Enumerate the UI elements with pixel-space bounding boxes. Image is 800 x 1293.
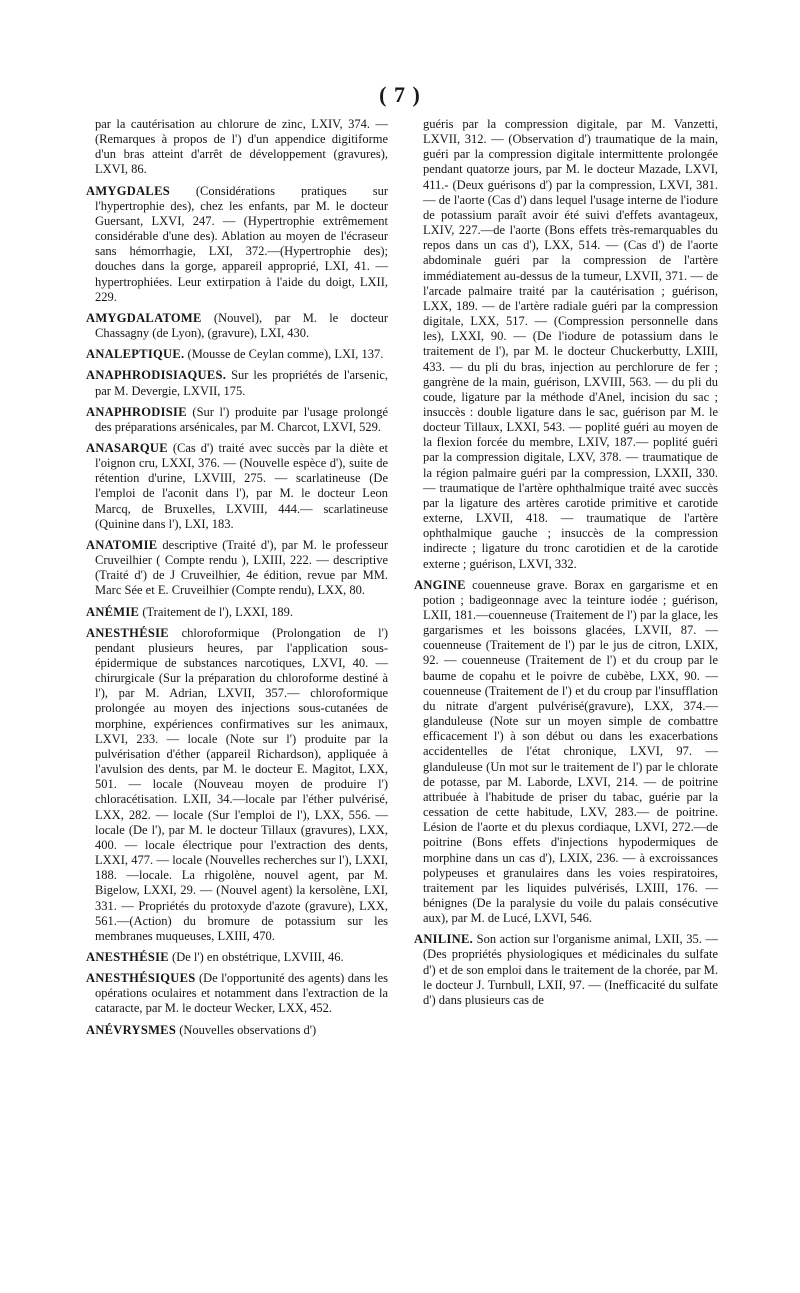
left-column: [86, 117, 388, 1044]
entry-heading: AMYGDALES: [86, 183, 170, 198]
entry-heading: ANAPHRODISIE: [86, 404, 187, 419]
entry-text: couenneuse grave. Borax en gargarisme et en potion ; badigeonnage avec la teinture iodée ; guérison, LXII, 181.—couenneuse (Traitement de l') par la glace, les gargarismes et les boissons glacées, LXVII, 87. — couenneuse (Traitement de l') par le jus de citron, LXIX, 92. — couenneuse (Traitement de l') et du croup par le baume de copahu et le poivre de cubèbe, LXX, 90. — couenneuse (Traitement de l') et du croup par l'insufflation du nitrate d'argent pulvérisé(gravure), LXX, 374.—glanduleuse (Note sur un moyen simple de combattre efficacement l') à son début ou dans les exacerbations accidentelles de l'état chronique, LXVI, 97. — glanduleuse (Un mot sur le traitement de l') par le chlorate de potasse, par M. Laborde, LXVI, 214. — de poitrine attribuée à l'habitude de priser du tabac, guérie par la cessation de cette habitude, LXV, 283.— de poitrine. Lésion de l'aorte et du plexus cordiaque, LXVI, 272.—de poitrine (Bons effets d'injections hypodermiques de morphine dans un cas d'), LXIX, 236. — à excroissances polypeuses et granulaires dans les voies respiratoires, traitement par les liquides pulvérisés, LXIII, 176. — bénignes (De la paralysie du voile du palais consécutive aux), par M. de Lucé, LXVI, 546.: [423, 577, 718, 926]
entry-heading: ANATOMIE: [86, 537, 158, 552]
index-entry: [86, 368, 388, 398]
entry-text: (Cas d') traité avec succès par la diète et l'oignon cru, LXXI, 376. — (Nouvelle espèce d'), suite de rétention d'urine, LXVIII, 275. — scarlatineuse (De l'emploi de l'aconit dans l'), par M. le docteur Leon Marcq, de Bruxelles, LXVIII, 444.— scarlatineuse (Quinine dans l'), LXI, 183.: [95, 440, 388, 531]
index-entry: [86, 184, 388, 305]
entry-text: (Considérations pratiques sur l'hypertrophie des), chez les enfants, par M. le docteur Guersant, LXVI, 247. — (Hypertrophie extrêmement considérable d'une des). Ablation au moyen de l'écraseur sans hémorrhagie, LXI, 372.—(Hypertrophie des); douches dans la gorge, appareil approprié, LXI, 41. — hypertrophiées. Leur extirpation à l'aide du doigt, LXII, 229.: [95, 183, 388, 304]
entry-text: (Traitement de l'), LXXI, 189.: [139, 604, 294, 619]
index-entry: [86, 950, 388, 965]
page-number: ( 7 ): [379, 82, 421, 107]
index-entry: [414, 578, 718, 927]
index-entry: [86, 626, 388, 944]
entry-text: Sur les propriétés de l'arsenic, par M. Devergie, LXVII, 175.: [95, 368, 388, 398]
entry-heading: ANESTHÉSIE: [86, 949, 169, 964]
entry-text: descriptive (Traité d'), par M. le professeur Cruveilhier ( Compte rendu ), LXIII, 222. — descriptive (Traité d') de J Cruveilhier, 4e édition, revue par MM. Marc Sée et E. Cruveilhier (Compte rendu), LXX, 80.: [95, 537, 388, 598]
index-entry: [86, 971, 388, 1016]
index-entry: [86, 347, 388, 362]
entry-heading: AMYGDALATOME: [86, 310, 202, 325]
entry-text: (Nouvel), par M. le docteur Chassagny (de Lyon), (gravure), LXI, 430.: [95, 310, 388, 341]
entry-text: (Nouvelles observations d'): [176, 1022, 317, 1037]
entry-text: (Mousse de Ceylan comme), LXI, 137.: [184, 347, 384, 362]
entry-heading: ANASARQUE: [86, 440, 168, 455]
entry-heading: ANÉVRYSMES: [86, 1022, 177, 1037]
index-entry: [86, 441, 388, 532]
index-entry: [86, 405, 388, 435]
index-entry: [414, 117, 718, 572]
entry-text: (Sur l') produite par l'usage prolongé des préparations arsénicales, par M. Charcot, LXVI, 529.: [95, 404, 388, 434]
entry-heading: ANGINE: [414, 577, 466, 592]
entry-text: par la cautérisation au chlorure de zinc, LXIV, 374. — (Remarques à propos de l') d'un appendice digitiforme d'un bras atteint d'arrêt de développement (gravures), LXVI, 86.: [95, 117, 388, 177]
index-entry: [86, 117, 388, 178]
entry-heading: ANALEPTIQUE.: [86, 347, 185, 362]
entry-text: chloroformique (Prolongation de l') pendant plusieurs heures, par l'application sous-épidermique de substances narcotiques, LXVI, 40. — chirurgicale (Sur la préparation du chloroforme destiné à l'), par M. Adrian, LXVII, 357.— chloroformique prolongée au moyen des injections sous-cutanées de morphine, expériences confirmatives sur les animaux, LXVI, 233. — locale (Note sur l') produite par la pulvérisation d'éther (appareil Richardson), appliquée à l'avulsion des dents, par M. le docteur E. Magitot, LXX, 501. — locale (Nouveau moyen de produire l') chloracétisation. LXII, 34.—locale par l'éther pulvérisé, LXX, 282. — locale (Sur l'emploi de l'), LXX, 556. — locale (De l'), par M. le docteur Tillaux (gravures), LXX, 400. — locale électrique pour l'extraction des dents, LXXI, 477. — locale (Nouvelles recherches sur l'), LXXI, 188. —locale. La rhigolène, nouvel agent, par M. Bigelow, LXXI, 29. — (Nouvel agent) la kersolène, LXI, 331. — Propriétés du protoxyde d'azote (gravure), LXX, 561.—(Action) du bromure de potassium sur les membranes muqueuses, LXIII, 470.: [95, 625, 388, 943]
right-column: [414, 117, 718, 1014]
entry-text: (De l') en obstétrique, LXVIII, 46.: [168, 949, 344, 964]
index-entry: [86, 605, 388, 620]
index-entry: [86, 311, 388, 341]
entry-text: Son action sur l'organisme animal, LXII, 35. — (Des propriétés physiologiques et médicinales du sulfate d') et de son emploi dans le traitement de la chorée, par M. le docteur J. Turnbull, LXII, 97. — (Inefficacité du sulfate d') dans plusieurs cas de: [423, 932, 718, 1007]
entry-text: (De l'opportunité des agents) dans les opérations oculaires et notamment dans l'extraction de la cataracte, par M. le docteur Wecker, LXX, 452.: [95, 971, 388, 1016]
index-entry: [86, 538, 388, 599]
entry-text: guéris par la compression digitale, par M. Vanzetti, LXVII, 312. — (Observation d') traumatique de la main, guéri par la compression digitale intermittente prolongée pendant quatorze jours, par M. le docteur Mazade, LXVI, 411.- (Deux guérisons d') par la compression, LXVI, 381. — de l'aorte (Cas d') dans lequel l'usage interne de l'iodure de potassium paraît avoir été suivi d'effets avantageux, LXIV, 227.—de l'aorte (Bons effets très-remarquables du repos dans un cas d'), LXX, 514. — (Cas d') de l'aorte abdominale guéri par la compression de l'artère immédiatement au-dessus de la tumeur, LXVII, 371. — de l'arcade palmaire traité par la cautérisation ; guérison, LXX, 189. — de l'artère radiale guéri par la compression digitale, LXX, 517. — (Compression personnelle dans les), LXXI, 90. — (De l'iodure de potassium dans le traitement de l'), par M. le docteur Chuckerbutty, LXIII, 433. — du pli du bras, injection au perchlorure de fer ; gangrène de la main, guérison, LXVIII, 563. — du pli du coude, ligature par la méthode d'Anel, incision du sac ; insuccès : double ligature dans le sac, guérison par M. le docteur Tillaux, LXXI, 543. — poplité guéri au moyen de la flexion forcée du membre, LXIV, 187.— poplité guéri par la compression digitale, LXV, 378. — traumatique de la région palmaire guéri par la compression, LXXII, 330. — traumatique de l'artère ophthalmique traité avec succès par la ligature des artères carotide primitive et carotide externe, LXVII, 418. — traumatique de l'artère ophthalmique gauche ; insuccès de la compression indirecte ; ligature du tronc carotidien et de la carotide externe ; guérison, LXVI, 332.: [423, 117, 718, 571]
entry-heading: ANESTHÉSIQUES: [86, 971, 196, 986]
index-entry: [86, 1023, 388, 1038]
entry-heading: ANAPHRODISIAQUES.: [86, 368, 227, 383]
entry-heading: ANESTHÉSIE: [86, 625, 169, 640]
entry-heading: ANÉMIE: [86, 604, 140, 619]
entry-heading: ANILINE.: [414, 932, 474, 947]
index-entry: [414, 932, 718, 1008]
